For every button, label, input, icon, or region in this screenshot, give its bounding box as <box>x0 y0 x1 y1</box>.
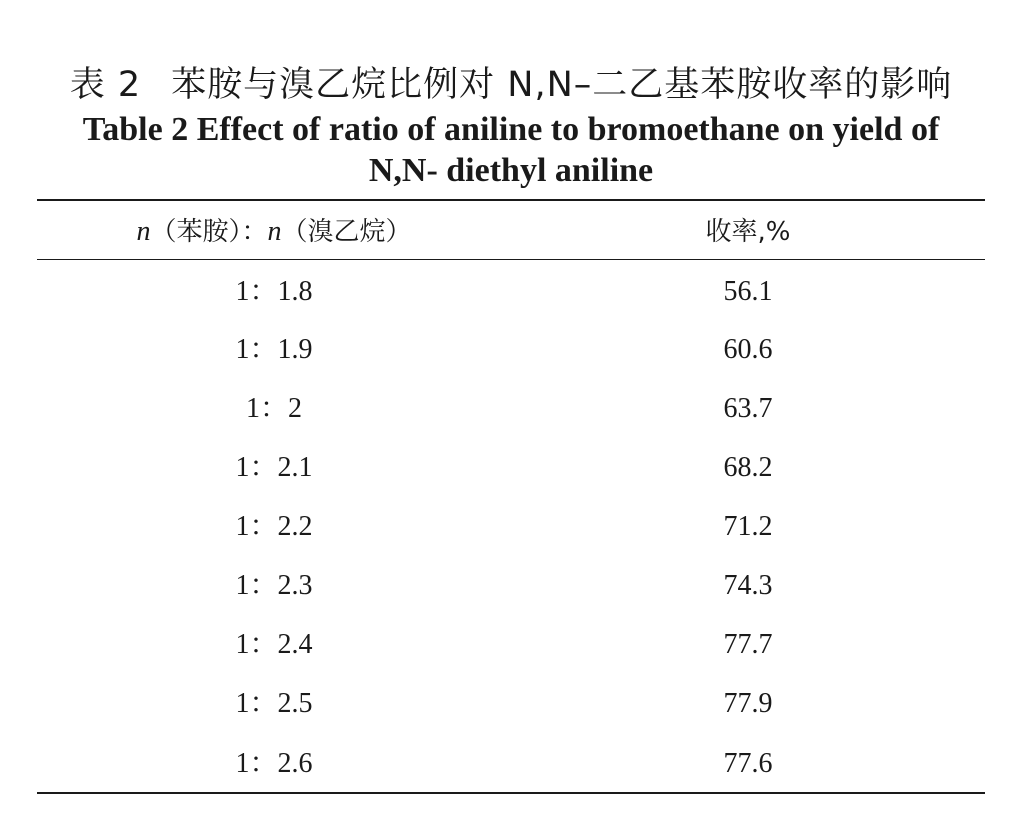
table-header-rule <box>37 259 985 260</box>
table-cell-ratio: 1：2.3 <box>235 570 313 601</box>
column-header-yield <box>511 212 985 252</box>
header-var-n1: n <box>136 216 151 247</box>
table-cell-ratio: 1：1.9 <box>235 334 313 365</box>
table-cell-ratio: 1：2 <box>245 393 302 424</box>
table-cell-yield: 60.6 <box>723 334 773 365</box>
table-cell-yield: 77.6 <box>723 748 773 779</box>
table-cell-yield: 77.9 <box>723 688 773 719</box>
table-title-english-line-2: N,N- diethyl aniline <box>368 152 654 189</box>
table-top-rule <box>37 199 985 201</box>
header-yield-label: 收率,% <box>705 217 791 247</box>
table-bottom-rule <box>37 792 985 794</box>
table-cell-yield: 77.7 <box>723 629 773 660</box>
table-number-label: 表 2 <box>69 65 142 105</box>
header-colon: ： <box>241 217 268 247</box>
table-title-english-line-1: Table 2 Effect of ratio of aniline to bromoethane on yield of <box>82 111 940 148</box>
table-cell-ratio: 1：2.4 <box>235 629 313 660</box>
table-cell-yield: 71.2 <box>723 511 773 542</box>
table-cell-ratio: 1：2.5 <box>235 688 313 719</box>
table-cell-yield: 74.3 <box>723 570 773 601</box>
table-cell-yield: 63.7 <box>723 393 773 424</box>
table-cell-ratio: 1：2.6 <box>235 748 313 779</box>
column-header-ratio <box>37 212 511 252</box>
table-cell-yield: 56.1 <box>723 276 773 307</box>
header-aniline: （苯胺） <box>150 217 242 247</box>
header-bromoethane: （溴乙烷） <box>281 217 412 247</box>
table-cell-ratio: 1：2.2 <box>235 511 313 542</box>
table-title-chinese: 苯胺与溴乙烷比例对 N,N–二乙基苯胺收率的影响 <box>171 65 953 105</box>
table-cell-ratio: 1：1.8 <box>235 276 313 307</box>
header-var-n2: n <box>267 216 282 247</box>
table-cell-yield: 68.2 <box>723 452 773 483</box>
table-caption-chinese <box>0 60 1022 110</box>
table-cell-ratio: 1：2.1 <box>235 452 313 483</box>
